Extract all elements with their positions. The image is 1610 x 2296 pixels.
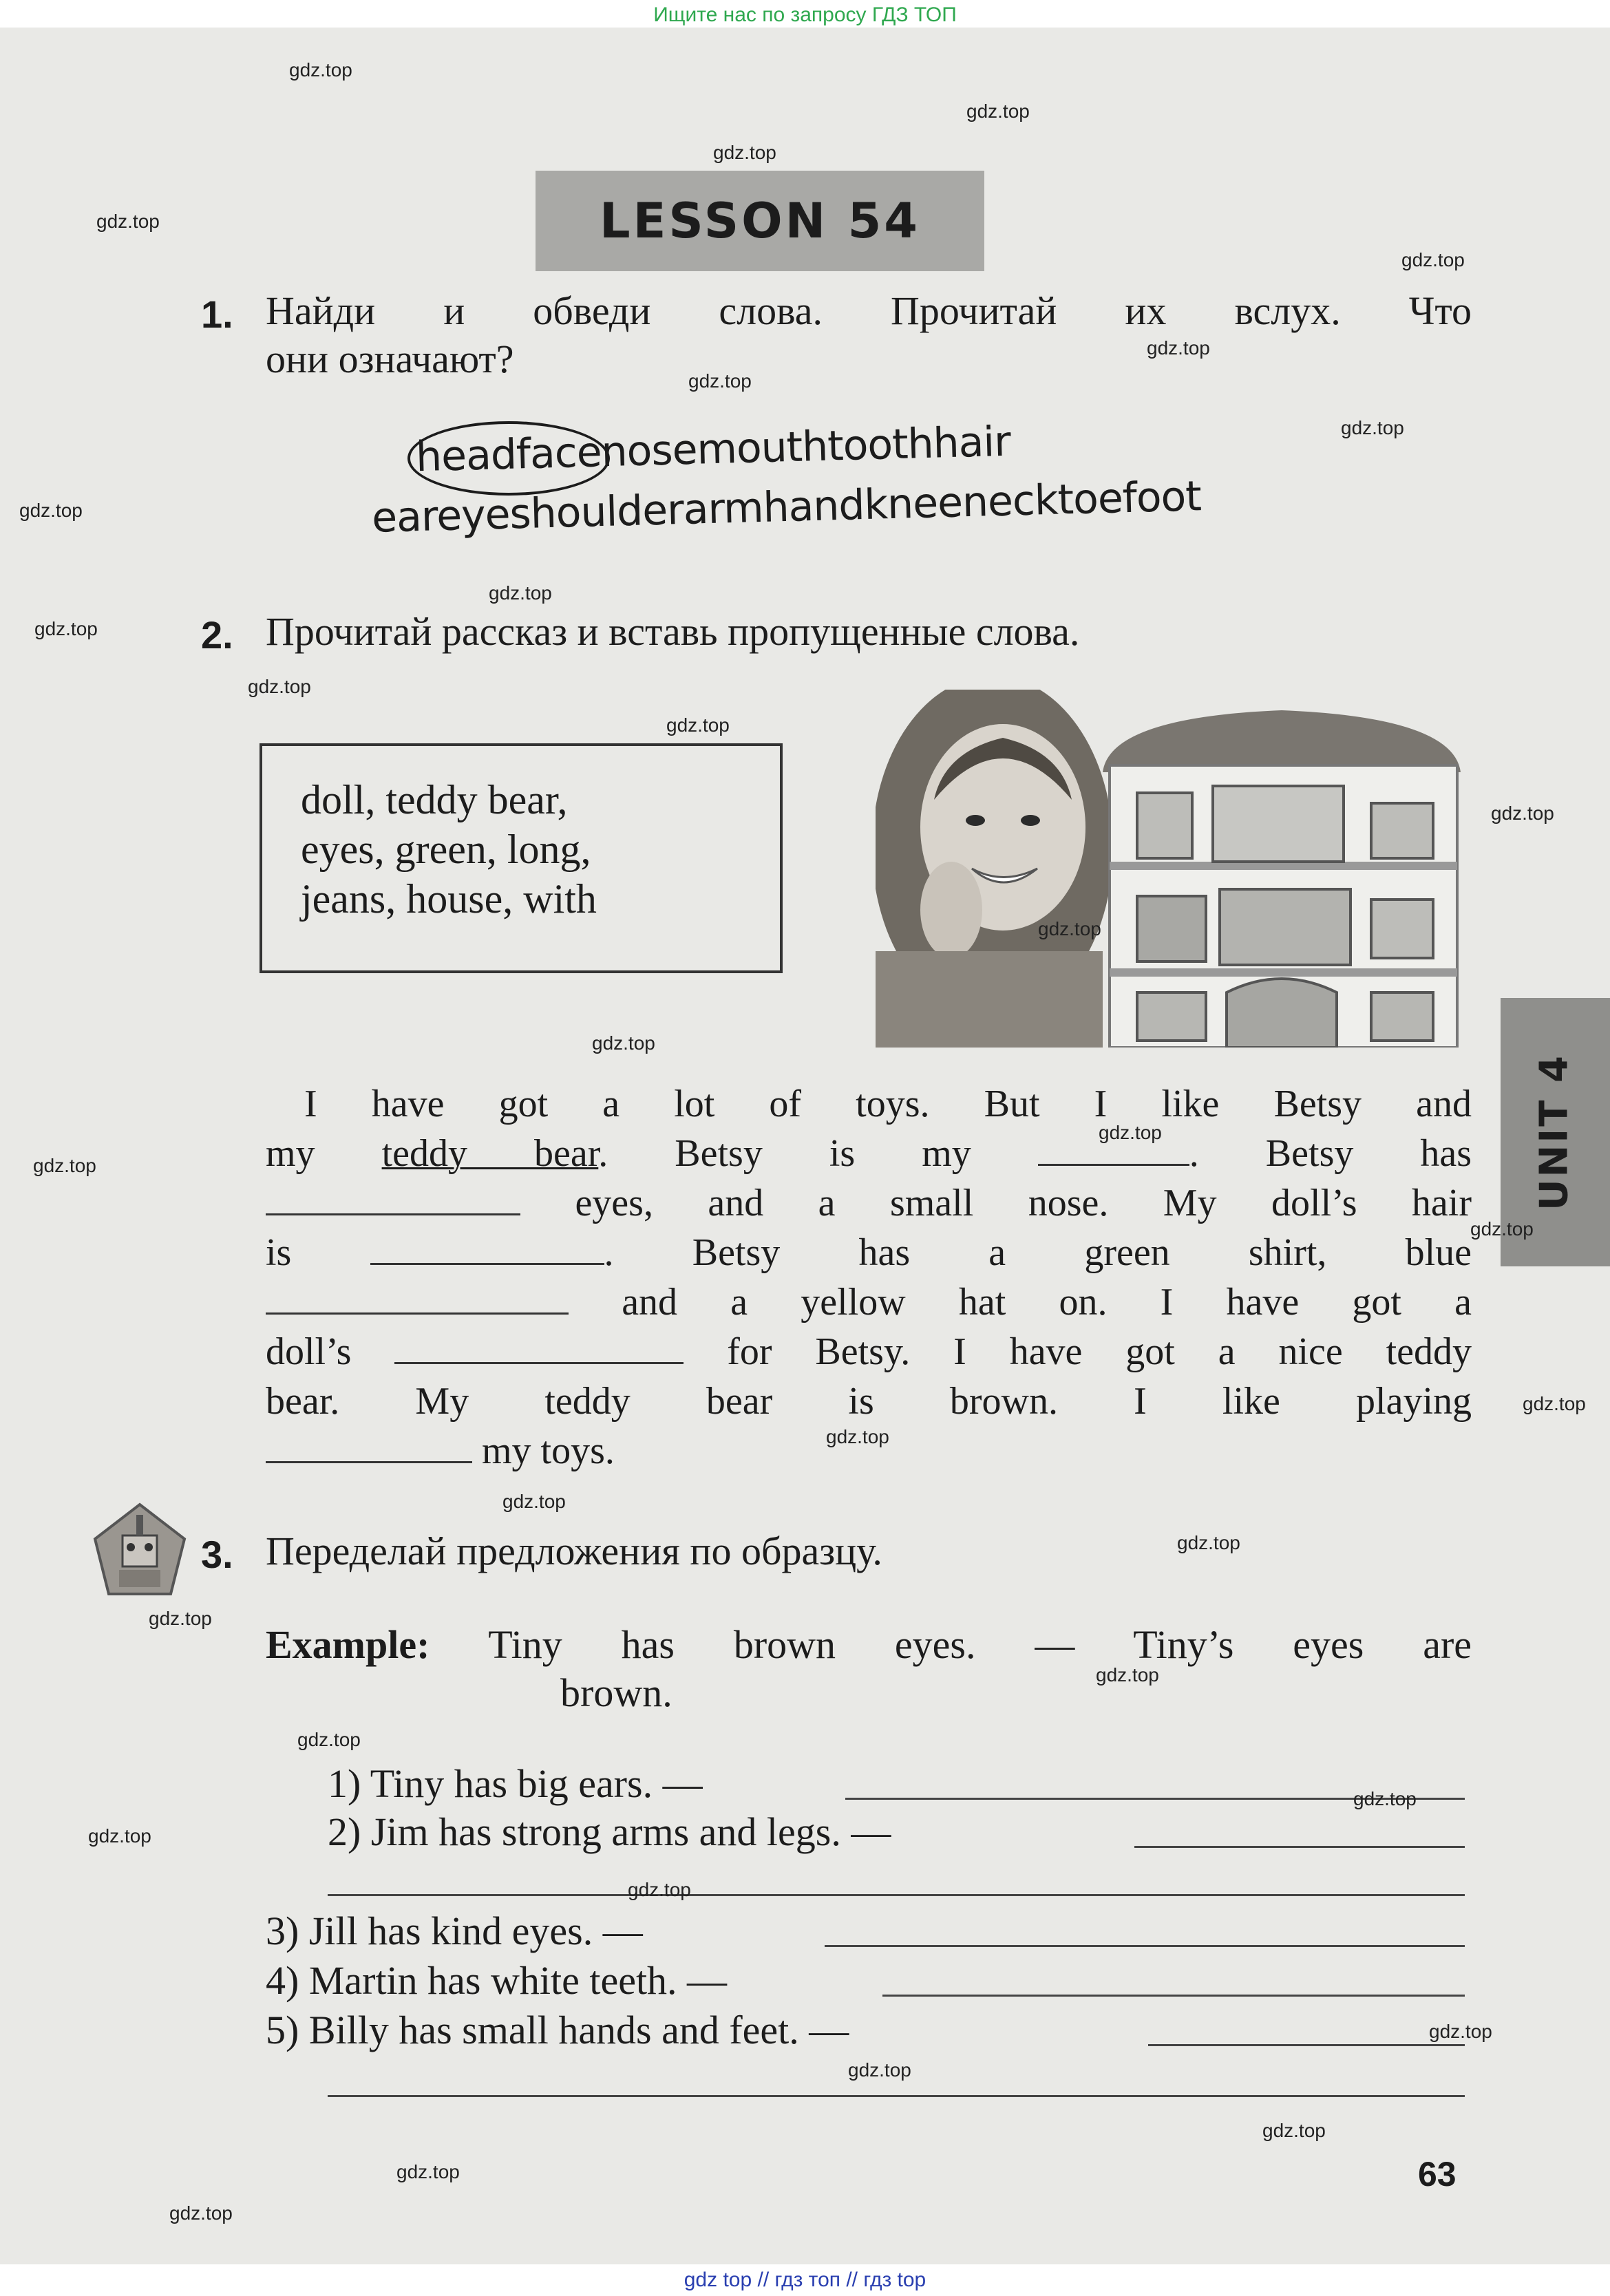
story-word: doll’s: [266, 1330, 352, 1373]
watermark: gdz.top: [1429, 2021, 1492, 2042]
watermark: gdz.top: [1262, 2120, 1326, 2141]
story-line-6: [266, 1327, 1472, 1376]
story-line-5: [266, 1277, 1472, 1327]
story-word: eyes, and a small nose. My doll’s hair: [575, 1182, 1472, 1224]
story-word: . Betsy has a green shirt, blue: [604, 1231, 1472, 1274]
unit-tab-label: UNIT 4: [1532, 1054, 1577, 1211]
watermark: gdz.top: [169, 2202, 233, 2224]
watermark: gdz.top: [966, 100, 1030, 122]
watermark: gdz.top: [396, 2161, 460, 2182]
exercise-item-3: 3) Jill has kind eyes. —: [266, 1909, 643, 1953]
filled-answer: teddy bear: [381, 1132, 599, 1175]
answer-line[interactable]: [882, 1995, 1465, 1997]
watermark: gdz.top: [297, 1729, 361, 1750]
task2-instruction: Прочитай рассказ и вставь пропущенные слова.: [266, 609, 1080, 654]
watermark: gdz.top: [19, 500, 83, 521]
watermark: gdz.top: [34, 618, 98, 639]
watermark: gdz.top: [248, 676, 311, 697]
story-word: . Betsy has: [1189, 1132, 1472, 1175]
story-word: my toys.: [482, 1429, 615, 1472]
watermark: gdz.top: [628, 1879, 691, 1900]
watermark: gdz.top: [1096, 1664, 1159, 1686]
exercise-item-1: 1) Tiny has big ears. —: [328, 1761, 703, 1806]
girl-dollhouse-illustration: [876, 690, 1468, 1048]
answer-line[interactable]: [328, 2095, 1465, 2097]
watermark: gdz.top: [1401, 249, 1465, 270]
watermark: gdz.top: [1341, 417, 1404, 438]
answer-line[interactable]: [1134, 1846, 1465, 1848]
letter-chain-line2: eareyeshoulderarmhandkneenecktoefoot: [371, 472, 1202, 542]
answer-blank[interactable]: [266, 1278, 569, 1315]
story-word: my: [266, 1132, 315, 1175]
watermark: gdz.top: [1470, 1218, 1534, 1240]
watermark: gdz.top: [848, 2059, 911, 2081]
task2-number: 2.: [201, 613, 233, 657]
watermark: gdz.top: [1353, 1788, 1417, 1809]
watermark: gdz.top: [1491, 802, 1554, 824]
story-line-4: [266, 1228, 1472, 1277]
task1-number: 1.: [201, 293, 233, 336]
example-label: Example:: [266, 1622, 430, 1667]
watermark: gdz.top: [96, 211, 160, 232]
watermark: gdz.top: [489, 582, 552, 604]
task3-number: 3.: [201, 1533, 233, 1576]
answer-line[interactable]: [328, 1894, 1465, 1896]
watermark: gdz.top: [592, 1032, 655, 1054]
watermark: gdz.top: [1177, 1532, 1240, 1553]
watermark: gdz.top: [826, 1426, 889, 1447]
letter-chain-rest: facenosemouthtoothhair: [515, 417, 1011, 479]
story-word: and a yellow hat on. I have got a: [622, 1281, 1472, 1324]
story-line-2: [266, 1129, 1472, 1178]
watermark: gdz.top: [688, 370, 752, 392]
story-line-7: bear. My teddy bear is brown. I like playing: [266, 1380, 1472, 1423]
story-word: is: [266, 1231, 292, 1274]
answer-blank[interactable]: [266, 1179, 520, 1215]
answer-blank[interactable]: [370, 1229, 604, 1265]
example-text: Tiny has brown eyes. — Tiny’s eyes are: [488, 1622, 1472, 1667]
circled-word: head: [415, 430, 517, 482]
watermark: gdz.top: [289, 59, 352, 81]
watermark: gdz.top: [33, 1155, 96, 1176]
story-line-1: I have got a lot of toys. But I like Betsy and: [304, 1083, 1472, 1125]
word-bank-box: [259, 743, 783, 973]
story-word: . Betsy is my: [598, 1132, 971, 1175]
answer-blank[interactable]: [266, 1427, 472, 1463]
lesson-title: LESSON 54: [536, 171, 984, 271]
story-word: for Betsy. I have got a nice teddy: [727, 1330, 1472, 1373]
exercise-item-2: 2) Jim has strong arms and legs. —: [328, 1809, 891, 1854]
watermark: gdz.top: [149, 1608, 212, 1629]
task1-instruction-line2: они означают?: [266, 337, 514, 381]
answer-line[interactable]: [825, 1945, 1465, 1947]
answer-line[interactable]: [1148, 2044, 1465, 2046]
example-line: [266, 1622, 1472, 1668]
watermark: gdz.top: [502, 1491, 566, 1512]
watermark: gdz.top: [88, 1825, 151, 1847]
robot-icon: [88, 1498, 191, 1601]
task1-instruction-line1: Найди и обведи слова. Прочитай их вслух. Что: [266, 288, 1472, 333]
watermark: gdz.top: [666, 714, 730, 736]
story-line-8: [266, 1426, 734, 1476]
story-line-3: [266, 1178, 1472, 1228]
answer-blank[interactable]: [394, 1328, 684, 1364]
watermark: gdz.top: [1099, 1122, 1162, 1143]
watermark: gdz.top: [1038, 918, 1101, 939]
word-bank-line: jeans, house, with: [301, 876, 597, 922]
exercise-item-4: 4) Martin has white teeth. —: [266, 1958, 728, 2003]
watermark: gdz.top: [1523, 1393, 1586, 1414]
exercise-item-5: 5) Billy has small hands and feet. —: [266, 2008, 849, 2052]
bottom-banner[interactable]: gdz top // гдз топ // гдз top: [0, 2264, 1610, 2296]
watermark: gdz.top: [713, 142, 776, 163]
watermark: gdz.top: [1147, 337, 1210, 359]
page-number: 63: [1418, 2155, 1457, 2193]
word-bank-line: eyes, green, long,: [301, 827, 591, 872]
task3-instruction: Переделай предложения по образцу.: [266, 1529, 882, 1573]
word-bank-line: doll, teddy bear,: [301, 777, 568, 822]
example-line-2: brown.: [560, 1670, 672, 1715]
top-banner[interactable]: Ищите нас по запросу ГДЗ ТОП: [0, 0, 1610, 30]
